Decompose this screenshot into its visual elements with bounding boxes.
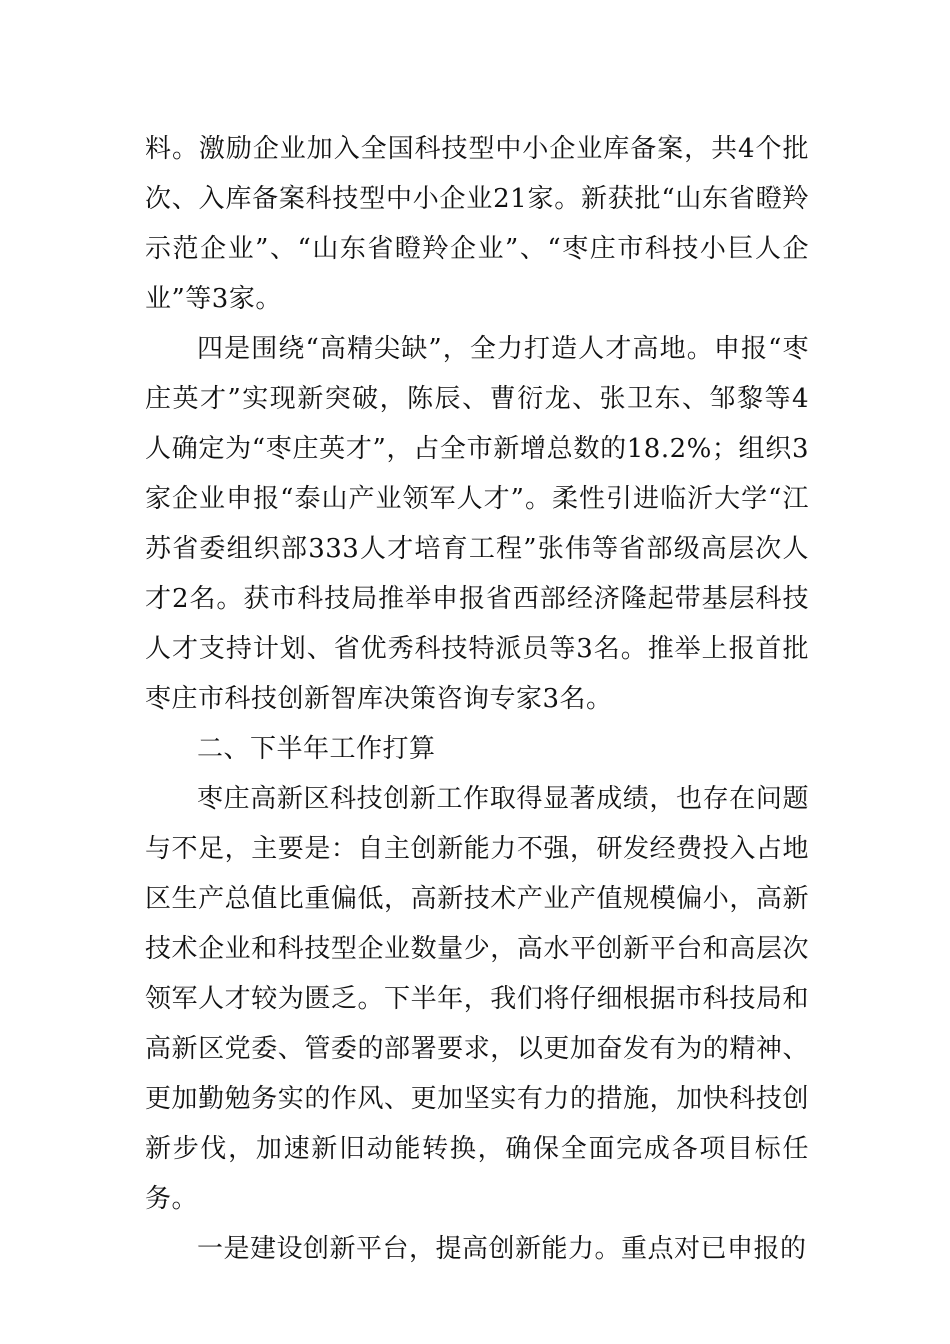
section-heading: 二、下半年工作打算 [197, 734, 436, 764]
paragraph-plan-overview: 枣庄高新区科技创新工作取得显著成绩，也存在问题与不足，主要是：自主创新能力不强，研发经费投入占地区生产总值比重偏低，高新技术产业产值规模偏小，高新技术企业和科技型企业数量少，高水平创新平台和高层次领军人才较为匮乏。下半年，我们将仔细根据市科技局和高新区党委、管委的部署要求，以更加奋发有为的精神、更加勤勉务实的作风、更加坚实有力的措施，加快科技创新步伐，加速新旧动能转换，确保全面完成各项目标任务。 [145, 784, 809, 1214]
paragraph-innovation-platform: 一是建设创新平台，提高创新能力。重点对已申报的 [197, 1234, 807, 1264]
paragraph-continuation: 料。激励企业加入全国科技型中小企业库备案，共4个批次、入库备案科技型中小企业21家。新获批“山东省瞪羚示范企业”、“山东省瞪羚企业”、“枣庄市科技小巨人企业”等3家。 [145, 134, 809, 314]
document-body [145, 124, 809, 1274]
paragraph-talent: 四是围绕“高精尖缺”，全力打造人才高地。申报“枣庄英才”实现新突破，陈辰、曹衍龙、张卫东、邹黎等4人确定为“枣庄英才”，占全市新增总数的18.2%；组织3家企业申报“泰山产业领军人才”。柔性引进临沂大学“江苏省委组织部333人才培育工程”张伟等省部级高层次人才2名。获市科技局推举申报省西部经济隆起带基层科技人才支持计划、省优秀科技特派员等3名。推举上报首批枣庄市科技创新智库决策咨询专家3名。 [145, 334, 809, 714]
